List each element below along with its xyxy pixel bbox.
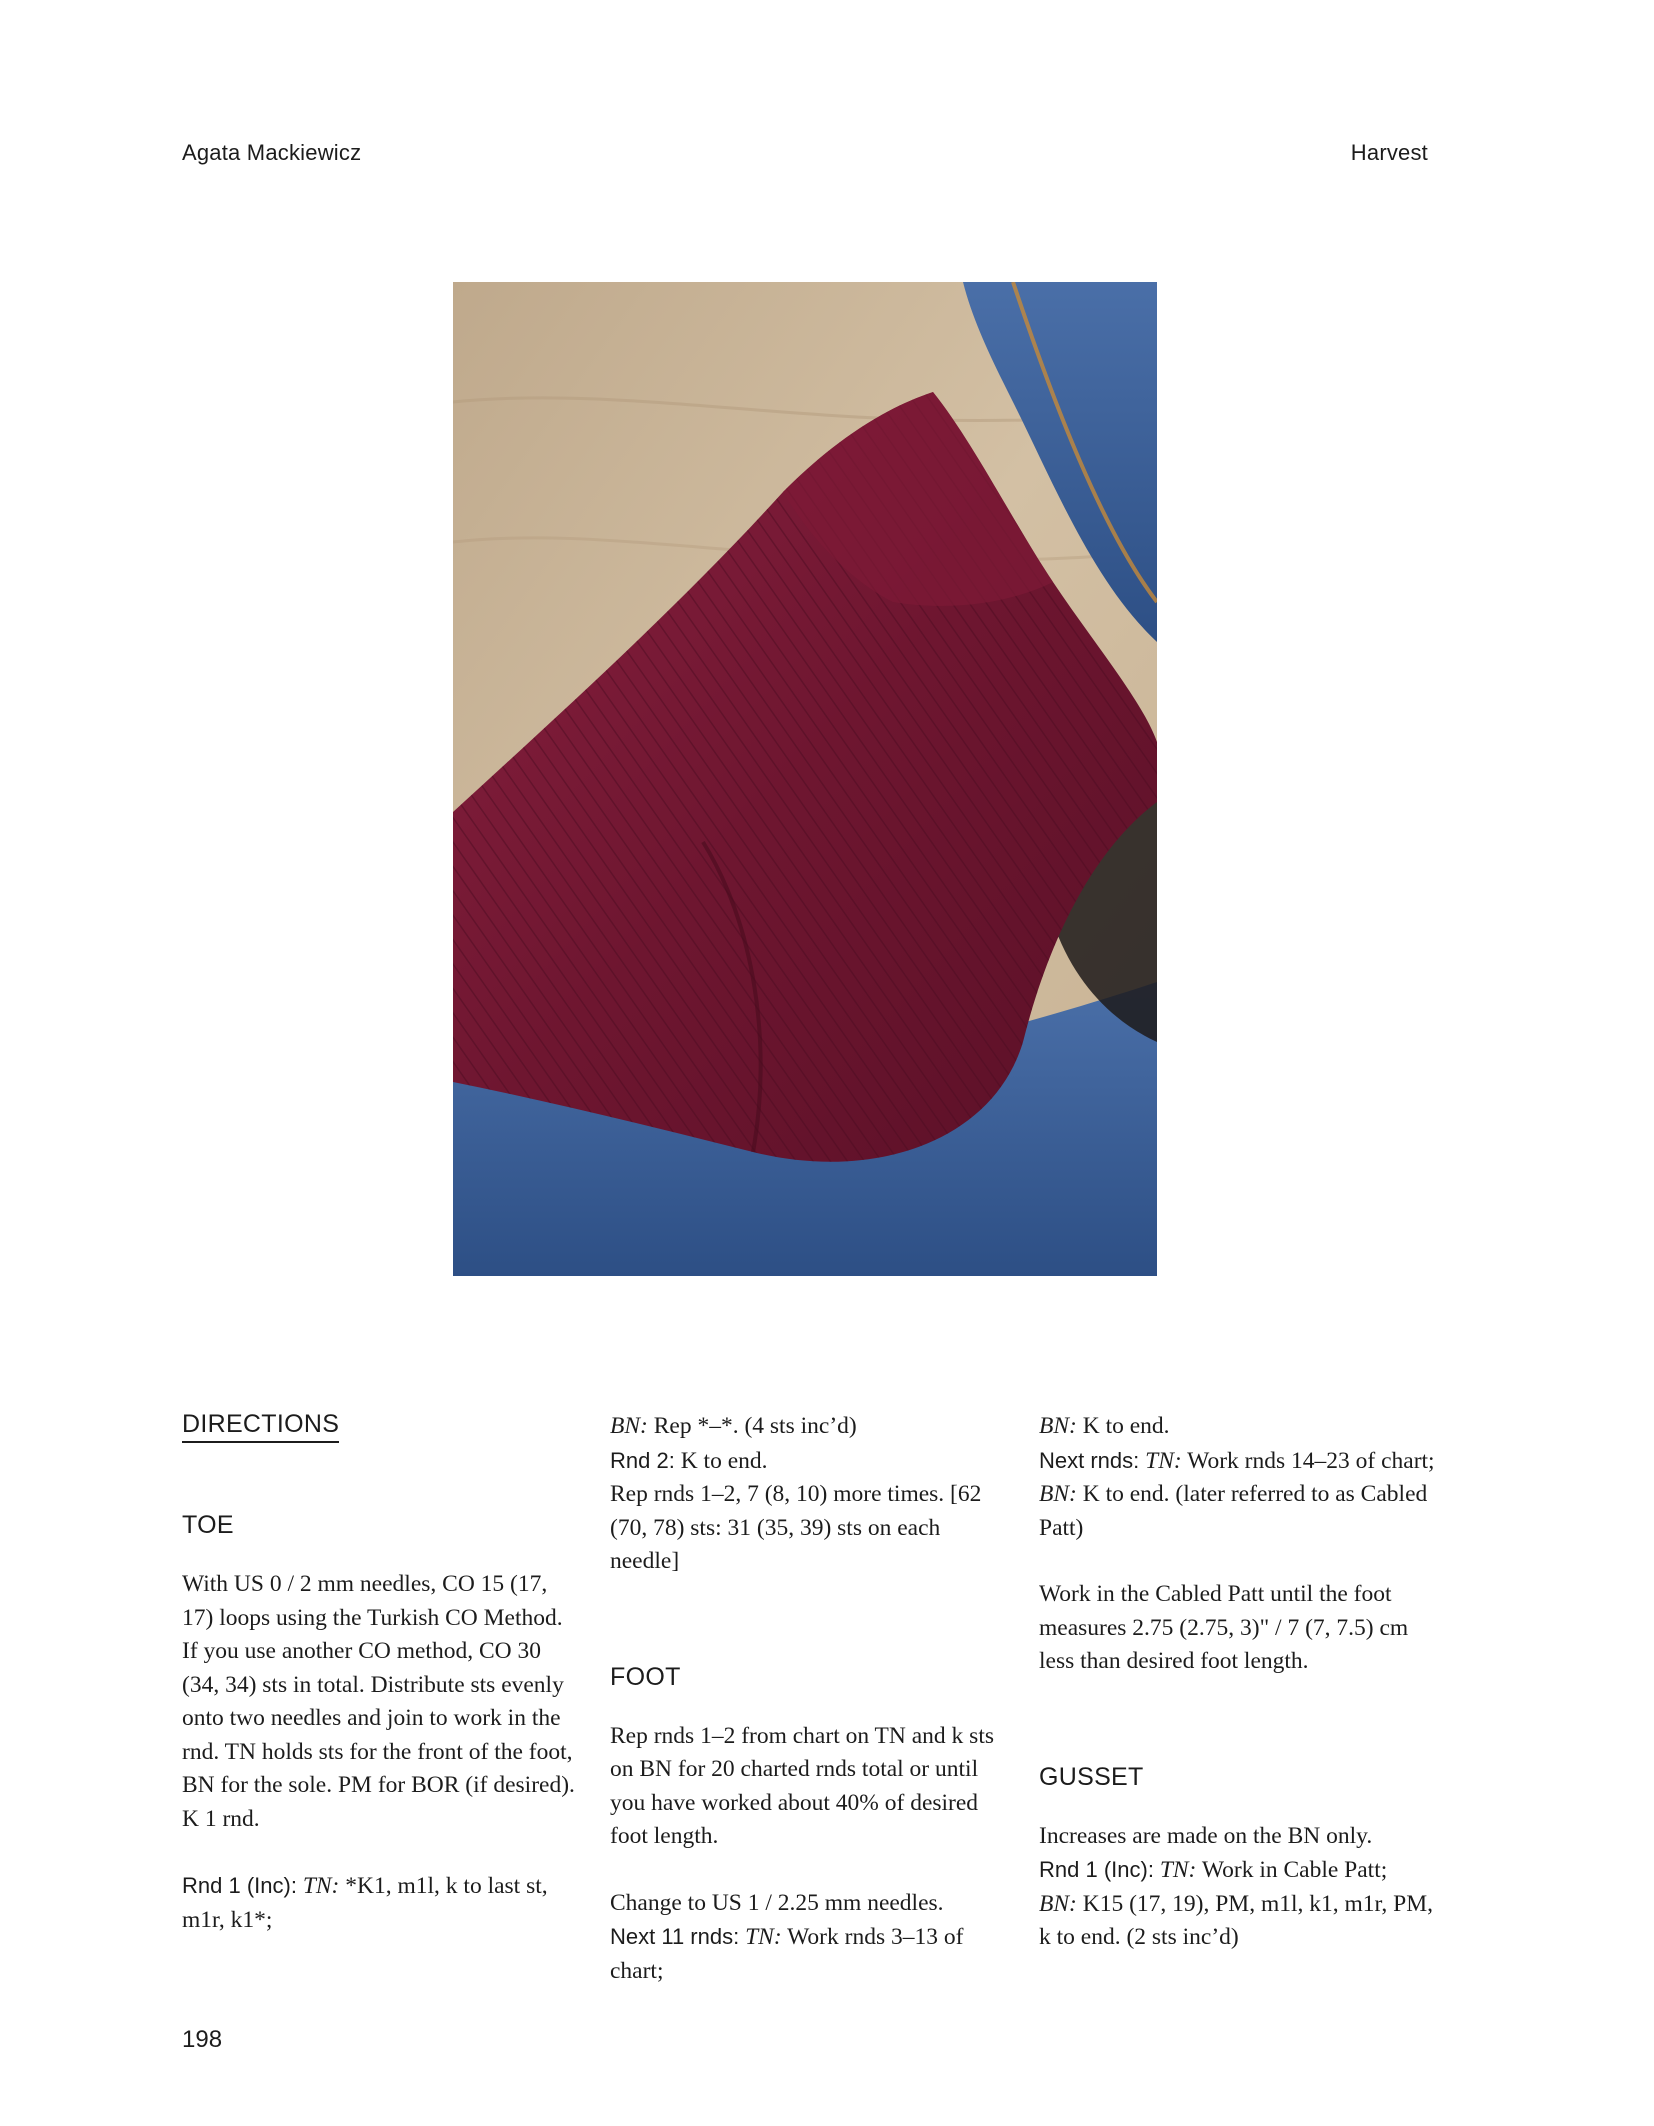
foot-cabled-patt: Work in the Cabled Patt until the foot measures 2.75 (2.75, 3)" / 7 (7, 7.5) cm less than desired foot length.	[1039, 1581, 1409, 1674]
sock-photo-illustration	[453, 282, 1157, 1276]
toe-rnd2	[610, 1444, 1010, 1479]
rnd-label: Next rnds:	[1039, 1447, 1140, 1473]
rnd-label: Next 11 rnds:	[610, 1924, 740, 1949]
foot-instructions: Rep rnds 1–2 from chart on TN and k sts on BN for 20 charted rnds total or until you have worked about 40% of desired foot length.	[610, 1722, 994, 1849]
running-head-book-title: Harvest	[1350, 140, 1428, 165]
rnd-label: Rnd 1 (Inc):	[1039, 1857, 1154, 1882]
toe-repeat: Rep rnds 1–2, 7 (8, 10) more times. [62 (70, 78) sts: 31 (35, 39) sts on each needle]	[610, 1481, 982, 1574]
gusset-heading: GUSSET	[1039, 1762, 1144, 1791]
rnd-label: Rnd 2:	[610, 1447, 675, 1473]
needle-abbrev: TN:	[745, 1924, 782, 1950]
toe-k1-rnd: K 1 rnd.	[182, 1805, 260, 1832]
needle-abbrev: TN:	[1145, 1447, 1182, 1474]
instruction-text: K to end.	[674, 1447, 768, 1474]
column-1	[182, 1410, 582, 1937]
needle-abbrev: TN:	[1159, 1857, 1197, 1883]
running-head-author: Agata Mackiewicz	[182, 140, 362, 165]
instruction-text: Work in Cable Patt;	[1196, 1857, 1388, 1883]
foot-next-rnds	[1039, 1444, 1439, 1479]
toe-instructions: With US 0 / 2 mm needles, CO 15 (17, 17) loops using the Turkish CO Method. If you use another CO method, CO 30 (34, 34) sts in total. Distribute sts evenly onto two needles and join to work in the rnd. TN holds sts for the front of the foot, BN for the sole. PM for BOR (if desired).	[182, 1571, 575, 1798]
gusset-rnd1	[1039, 1853, 1439, 1955]
instruction-text: Work rnds 14–23 of chart;	[1181, 1447, 1435, 1474]
instruction-text: Rep *–*. (4 sts inc’d)	[647, 1413, 857, 1439]
needle-abbrev: BN:	[1039, 1890, 1077, 1917]
needle-abbrev: BN:	[1039, 1413, 1077, 1439]
foot-next-11-rnds	[610, 1920, 1010, 1988]
needle-abbrev: TN:	[302, 1873, 340, 1899]
needle-abbrev: BN:	[1039, 1481, 1077, 1507]
foot-bn-cabled	[1039, 1478, 1439, 1545]
sock-photo	[453, 282, 1157, 1276]
instruction-text: Work rnds 3–13 of chart;	[610, 1924, 964, 1984]
column-2	[610, 1410, 1010, 1988]
toe-heading: TOE	[182, 1511, 234, 1539]
column-3	[1039, 1410, 1439, 1955]
instruction-text: K to end. (later referred to as Cabled Patt)	[1039, 1481, 1428, 1541]
directions-heading: DIRECTIONS	[182, 1410, 339, 1443]
instruction-text: *K1, m1l, k to last st, m1r, k1*;	[182, 1873, 548, 1933]
page-number: 198	[182, 2026, 223, 2053]
needle-abbrev: BN:	[610, 1413, 648, 1439]
foot-heading: FOOT	[610, 1662, 681, 1691]
instruction-text: K15 (17, 19), PM, m1l, k1, m1r, PM, k to end. (2 sts inc’d)	[1039, 1890, 1434, 1950]
foot-needle-change: Change to US 1 / 2.25 mm needles.	[610, 1889, 944, 1916]
gusset-intro: Increases are made on the BN only.	[1039, 1822, 1373, 1849]
directions-columns	[182, 1410, 1435, 1990]
foot-bn-line	[1039, 1410, 1439, 1444]
toe-rnd1	[182, 1869, 582, 1937]
toe-bn-line	[610, 1410, 1010, 1444]
rnd-label: Rnd 1 (Inc):	[182, 1873, 297, 1898]
instruction-text: K to end.	[1076, 1413, 1170, 1439]
